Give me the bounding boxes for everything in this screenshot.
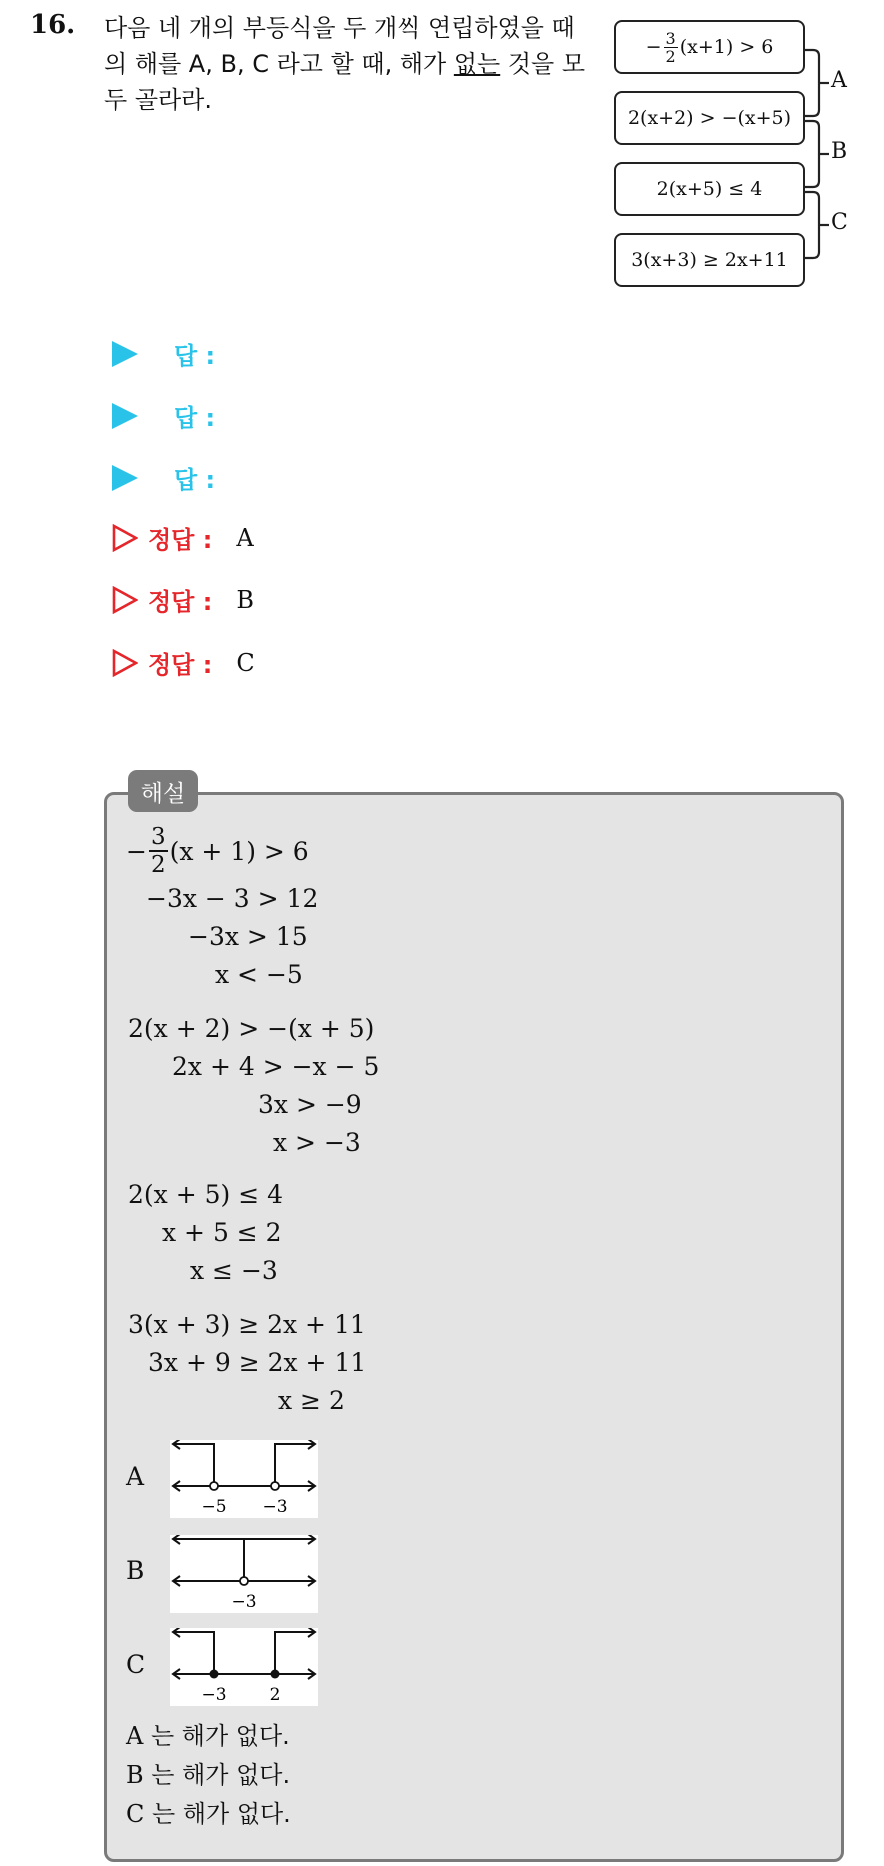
inequality-box-2: 2(x+2) > −(x+5) bbox=[614, 91, 805, 145]
correct-value: B bbox=[236, 585, 254, 614]
answer-row-1 bbox=[112, 336, 215, 371]
outline-triangle-icon bbox=[112, 649, 138, 677]
filled-triangle-icon bbox=[112, 465, 138, 491]
answer-label: 답 : bbox=[174, 342, 216, 370]
inequality-1-numerator: 3 bbox=[665, 28, 676, 48]
bracket-label-a: A bbox=[831, 68, 847, 93]
solution-b1-line2: −3x − 3 > 12 bbox=[146, 884, 319, 913]
answer-row-3 bbox=[112, 460, 215, 495]
open-point bbox=[210, 1482, 218, 1490]
b1-numerator: 3 bbox=[150, 824, 166, 850]
solution-b3-line1: 2(x + 5) ≤ 4 bbox=[128, 1180, 284, 1209]
inequality-1-rest: (x+1) > 6 bbox=[679, 36, 774, 58]
conclusion-c bbox=[126, 1794, 291, 1829]
b1-prefix: − bbox=[126, 836, 147, 866]
filled-triangle-icon bbox=[112, 403, 138, 429]
conclusion-b bbox=[126, 1755, 290, 1790]
conclusion-text: 는 해가 없다. bbox=[143, 1761, 291, 1789]
tick-label: −3 bbox=[262, 1497, 288, 1517]
correct-label: 정답 : bbox=[148, 651, 213, 679]
bracket-label-b: B bbox=[831, 139, 848, 164]
numberline-c-label: C bbox=[126, 1650, 146, 1679]
correct-value: C bbox=[236, 648, 255, 677]
correct-row-2 bbox=[112, 582, 254, 617]
solution-b3-line2: x + 5 ≤ 2 bbox=[162, 1218, 282, 1247]
bracket-c bbox=[805, 192, 819, 258]
tick-label: −3 bbox=[231, 1592, 257, 1612]
correct-value: A bbox=[236, 523, 254, 552]
b1-rest: (x + 1) > 6 bbox=[169, 836, 309, 866]
inequality-1-fraction bbox=[664, 30, 678, 65]
closed-point bbox=[210, 1670, 219, 1679]
outline-triangle-icon bbox=[112, 524, 138, 552]
conclusion-text: 는 해가 없다. bbox=[144, 1800, 291, 1828]
solution-b1-line3: −3x > 15 bbox=[188, 922, 308, 951]
question-number: 16. bbox=[30, 10, 76, 40]
correct-row-1 bbox=[112, 520, 254, 555]
solution-b2-line1: 2(x + 2) > −(x + 5) bbox=[128, 1014, 375, 1043]
conclusion-a bbox=[126, 1716, 290, 1751]
correct-label: 정답 : bbox=[148, 588, 213, 616]
solution-b2-line4: x > −3 bbox=[273, 1128, 361, 1157]
question-text-part1: 다음 네 개의 부등식을 두 개씩 연립하였을 때의 해를 A, B, C 라고 할 때, 해가 bbox=[104, 14, 575, 78]
solution-b2-line2: 2x + 4 > −x − 5 bbox=[172, 1052, 380, 1081]
solution-b2-line3: 3x > −9 bbox=[258, 1090, 362, 1119]
answer-label: 답 : bbox=[174, 466, 216, 494]
bracket-label-c: C bbox=[831, 210, 848, 235]
inequality-box-1 bbox=[614, 20, 805, 74]
tick-label: 2 bbox=[269, 1685, 281, 1705]
conclusion-letter: B bbox=[126, 1761, 144, 1789]
conclusion-letter: C bbox=[126, 1800, 145, 1828]
bracket-a bbox=[805, 50, 819, 116]
solution-b4-line1: 3(x + 3) ≥ 2x + 11 bbox=[128, 1310, 366, 1339]
numberline-c bbox=[170, 1628, 318, 1706]
b1-denominator: 2 bbox=[150, 852, 166, 878]
tick-label: −5 bbox=[201, 1497, 227, 1517]
numberline-a-label: A bbox=[126, 1462, 145, 1491]
solution-b1-line4: x < −5 bbox=[215, 960, 303, 989]
solution-b1-line1 bbox=[126, 824, 309, 878]
closed-point bbox=[271, 1670, 280, 1679]
question-text-underlined: 없는 bbox=[453, 50, 501, 78]
inequality-box-4: 3(x+3) ≥ 2x+11 bbox=[614, 233, 805, 287]
tick-label: −3 bbox=[201, 1685, 227, 1705]
numberline-b-label: B bbox=[126, 1556, 145, 1585]
inequality-1-denominator: 2 bbox=[665, 46, 676, 66]
answer-label: 답 : bbox=[174, 404, 216, 432]
conclusion-letter: A bbox=[126, 1722, 144, 1750]
question-text bbox=[104, 10, 594, 118]
inequality-1-prefix: − bbox=[645, 36, 662, 58]
solution-b3-line3: x ≤ −3 bbox=[190, 1256, 278, 1285]
filled-triangle-icon bbox=[112, 341, 138, 367]
conclusion-text: 는 해가 없다. bbox=[143, 1722, 290, 1750]
solution-tag: 해설 bbox=[128, 770, 198, 812]
open-point bbox=[240, 1577, 248, 1585]
correct-label: 정답 : bbox=[148, 526, 213, 554]
open-point bbox=[271, 1482, 279, 1490]
question-text-part2: 것을 모두 골라라. bbox=[104, 50, 586, 114]
bracket-b bbox=[805, 121, 819, 187]
answer-row-2 bbox=[112, 398, 215, 433]
numberline-a bbox=[170, 1440, 318, 1518]
inequality-box-3: 2(x+5) ≤ 4 bbox=[614, 162, 805, 216]
numberline-b bbox=[170, 1535, 318, 1613]
correct-row-3 bbox=[112, 645, 255, 680]
b1-fraction bbox=[149, 824, 168, 878]
outline-triangle-icon bbox=[112, 586, 138, 614]
solution-b4-line2: 3x + 9 ≥ 2x + 11 bbox=[148, 1348, 367, 1377]
solution-b4-line3: x ≥ 2 bbox=[278, 1386, 345, 1415]
